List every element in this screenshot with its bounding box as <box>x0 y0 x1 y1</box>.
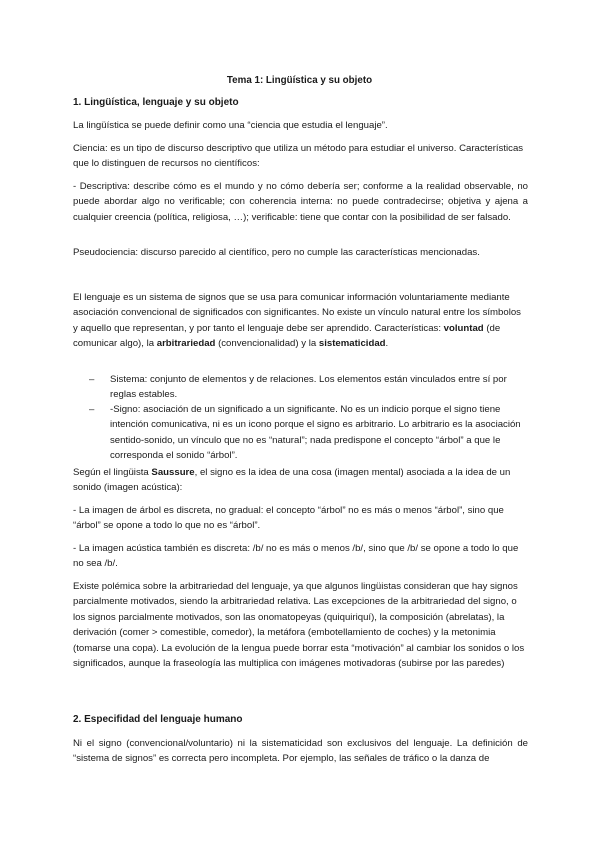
list-marker: – <box>89 404 95 415</box>
paragraph-saussure <box>73 465 528 496</box>
paragraph-descriptiva: - Descriptiva: describe cómo es el mundo y no cómo debería ser; conforme a la realidad observable, no puede abordar algo no verificable; con coherencia interna: no puede contradecirse; objetiva y ajena a cualquier creencia (política, religiosa, …); verificable: tiene que contar con la posibilidad de ser falsado. <box>73 181 528 223</box>
term-voluntad: voluntad <box>443 322 484 334</box>
paragraph-definition: La lingüística se puede definir como una “ciencia que estudia el lenguaje”. <box>73 120 388 131</box>
lenguaje-text: El lenguaje es un sistema de signos que se usa para comunicar información voluntariamente mediante asociación convencional de significados con significantes. No existe un vínculo natural entre los símbolos y aquello que representan, y por tanto el lenguaje debe ser aprendido. Características: <box>73 292 521 334</box>
lenguaje-mid-2: (convencionalidad) y la <box>218 338 317 350</box>
lenguaje-end: . <box>385 338 389 350</box>
section-2-heading: 2. Especifidad del lenguaje humano <box>73 714 243 725</box>
saussure-start: Según el lingüista <box>73 467 149 478</box>
lenguaje-mid-1: (de comunicar algo), la <box>73 322 501 350</box>
paragraph-imagen-acustica: - La imagen acústica también es discreta: /b/ no es más o menos /b/, sino que /b/ se opone a todo lo que no sea /b/. <box>73 543 519 570</box>
list-marker: – <box>89 374 95 385</box>
section-1-heading: 1. Lingüística, lenguaje y su objeto <box>73 97 239 108</box>
term-saussure: Saussure <box>151 467 195 478</box>
document-title: Tema 1: Lingüística y su objeto <box>226 75 373 86</box>
paragraph-especifidad: Ni el signo (convencional/voluntario) ni la sistematicidad son exclusivos del lenguaje. La definición de “sistema de signos” es correcta pero incompleta. Por ejemplo, las señales de tráfico o la danza de <box>73 738 528 765</box>
term-sistematicidad: sistematicidad <box>318 338 386 350</box>
list-item-signo: -Signo: asociación de un significado a un significante. No es un indicio porque el signo tiene intención comunicativa, ni es un icono porque el signo es arbitrario. Lo arbitrario es la asociación sentido-sonido, un vínculo que no es “natural”; nada predispone el concepto “árbol” a que le corresponda el sonido “árbol”. <box>110 404 521 462</box>
saussure-end: , el signo es la idea de una cosa (imagen mental) asociada a la idea de un sonido (imagen acústica): <box>73 467 511 494</box>
paragraph-ciencia: Ciencia: es un tipo de discurso descriptivo que utiliza un método para estudiar el universo. Características que lo distinguen de recursos no científicos: <box>73 143 524 170</box>
paragraph-polemica: Existe polémica sobre la arbitrariedad del lenguaje, ya que algunos lingüistas consideran que hay signos parcialmente motivados, siendo la arbitrariedad relativa. Las excepciones de la arbitrariedad del signo, o los signos parcialmente motivados, son las onomatopeyas (quiquiriquí), la composición (abrelatas), la derivación (comer > comestible, comedor), la metáfora (embotellamiento de coches) y la metonimia (tomarse una copa). La evolución de la lengua puede borrar esta “motivación” al cambiar los sonidos o los significados, aunque la fraseología las multiplica con imágenes motivadoras (subirse por las paredes) <box>73 581 525 670</box>
term-arbitrariedad: arbitrariedad <box>156 338 216 350</box>
paragraph-lenguaje <box>73 290 528 352</box>
paragraph-imagen-arbol: - La imagen de árbol es discreta, no gradual: el concepto “árbol” no es más o menos “árbol”, sino que “árbol” se opone a todo lo que no es “árbol”. <box>73 505 504 532</box>
list-item-sistema: Sistema: conjunto de elementos y de relaciones. Los elementos están vinculados entre sí por reglas estables. <box>110 374 507 401</box>
paragraph-pseudociencia: Pseudociencia: discurso parecido al científico, pero no cumple las características mencionadas. <box>73 247 480 258</box>
